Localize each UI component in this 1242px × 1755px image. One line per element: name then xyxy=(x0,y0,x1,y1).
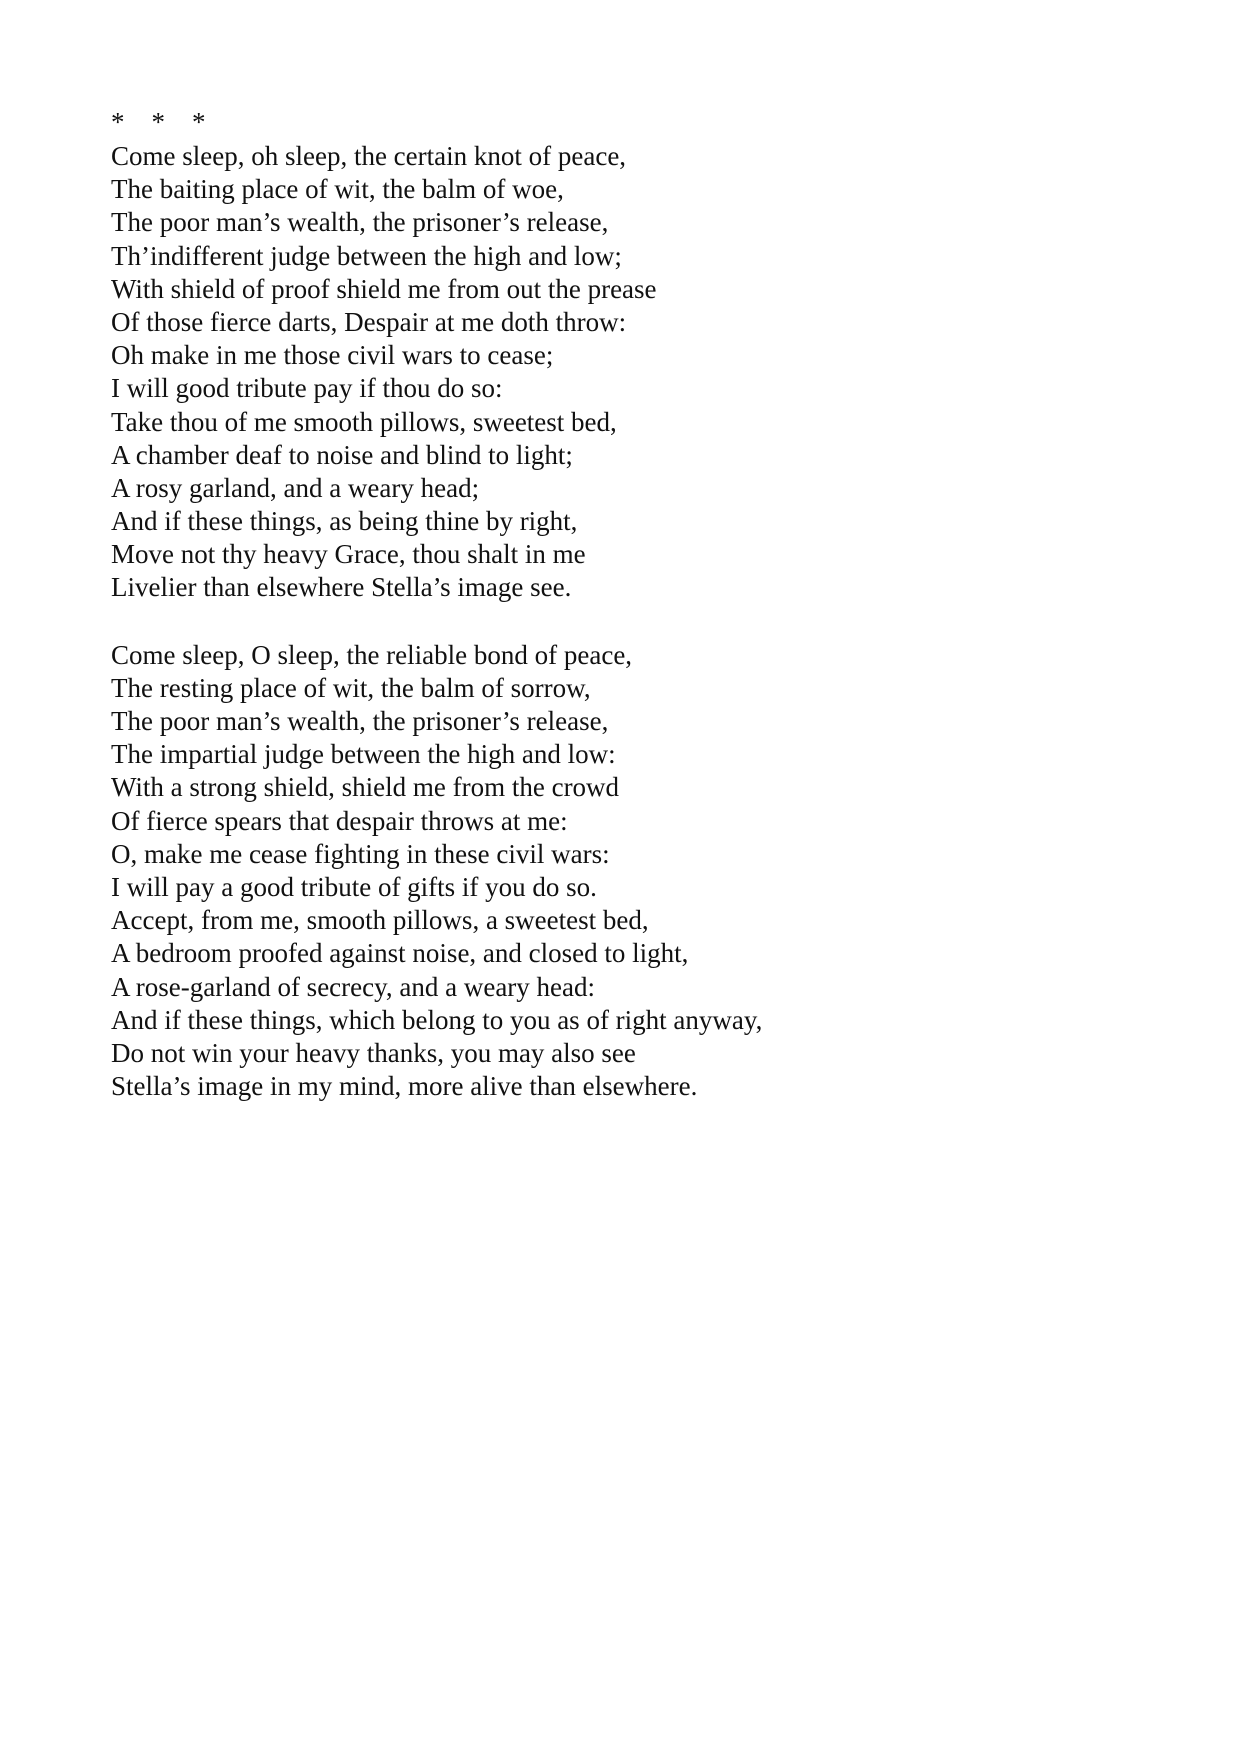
poem-line: Take thou of me smooth pillows, sweetest bed, xyxy=(111,406,617,437)
poem-line: I will good tribute pay if thou do so: xyxy=(111,373,503,404)
stanza-spacer xyxy=(111,605,1111,639)
poem-line: O, make me cease fighting in these civil wars: xyxy=(111,838,610,869)
poem-line: The poor man’s wealth, the prisoner’s release, xyxy=(111,706,609,736)
poem-line: Stella’s image in my mind, more alive than elsewhere. xyxy=(111,1071,698,1102)
poem-line: Oh make in me those civil wars to cease; xyxy=(111,340,554,371)
poem-line: Do not win your heavy thanks, you may also see xyxy=(111,1037,636,1068)
poem-line: And if these things, as being thine by right, xyxy=(111,506,578,537)
poem-line: Move not thy heavy Grace, thou shalt in me xyxy=(111,539,586,570)
poem-line: A rosy garland, and a weary head; xyxy=(111,472,480,503)
poem-line: Livelier than elsewhere Stella’s image see. xyxy=(111,572,572,603)
poem-line: The poor man’s wealth, the prisoner’s release, xyxy=(111,207,609,238)
stanza-original xyxy=(111,140,1111,605)
poem-line: Come sleep, oh sleep, the certain knot of peace, xyxy=(111,141,627,171)
poem-line: Accept, from me, smooth pillows, a sweetest bed, xyxy=(111,905,649,936)
poem-body xyxy=(111,104,1111,1103)
poem-line: A bedroom proofed against noise, and closed to light, xyxy=(111,938,689,969)
poem-line: The resting place of wit, the balm of sorrow, xyxy=(111,672,591,703)
poem-line: A rose-garland of secrecy, and a weary head: xyxy=(111,971,596,1002)
stanza-modern xyxy=(111,639,1111,1104)
poem-line: Of fierce spears that despair throws at me: xyxy=(111,805,568,836)
poem-line: With a strong shield, shield me from the crowd xyxy=(111,772,620,803)
poem-line: Of those fierce darts, Despair at me doth throw: xyxy=(111,306,627,337)
poem-line: And if these things, which belong to you as of right anyway, xyxy=(111,1004,763,1035)
poem-line: Come sleep, O sleep, the reliable bond of peace, xyxy=(111,639,633,670)
poem-line: With shield of proof shield me from out the prease xyxy=(111,273,657,304)
poem-line: The impartial judge between the high and low: xyxy=(111,739,616,770)
poem-line: I will pay a good tribute of gifts if you do so. xyxy=(111,871,597,902)
poem-line: The baiting place of wit, the balm of woe, xyxy=(111,174,564,205)
poem-line: Th’indifferent judge between the high and low; xyxy=(111,240,622,271)
section-divider: * * * xyxy=(111,107,206,137)
poem-line: A chamber deaf to noise and blind to light; xyxy=(111,439,573,470)
